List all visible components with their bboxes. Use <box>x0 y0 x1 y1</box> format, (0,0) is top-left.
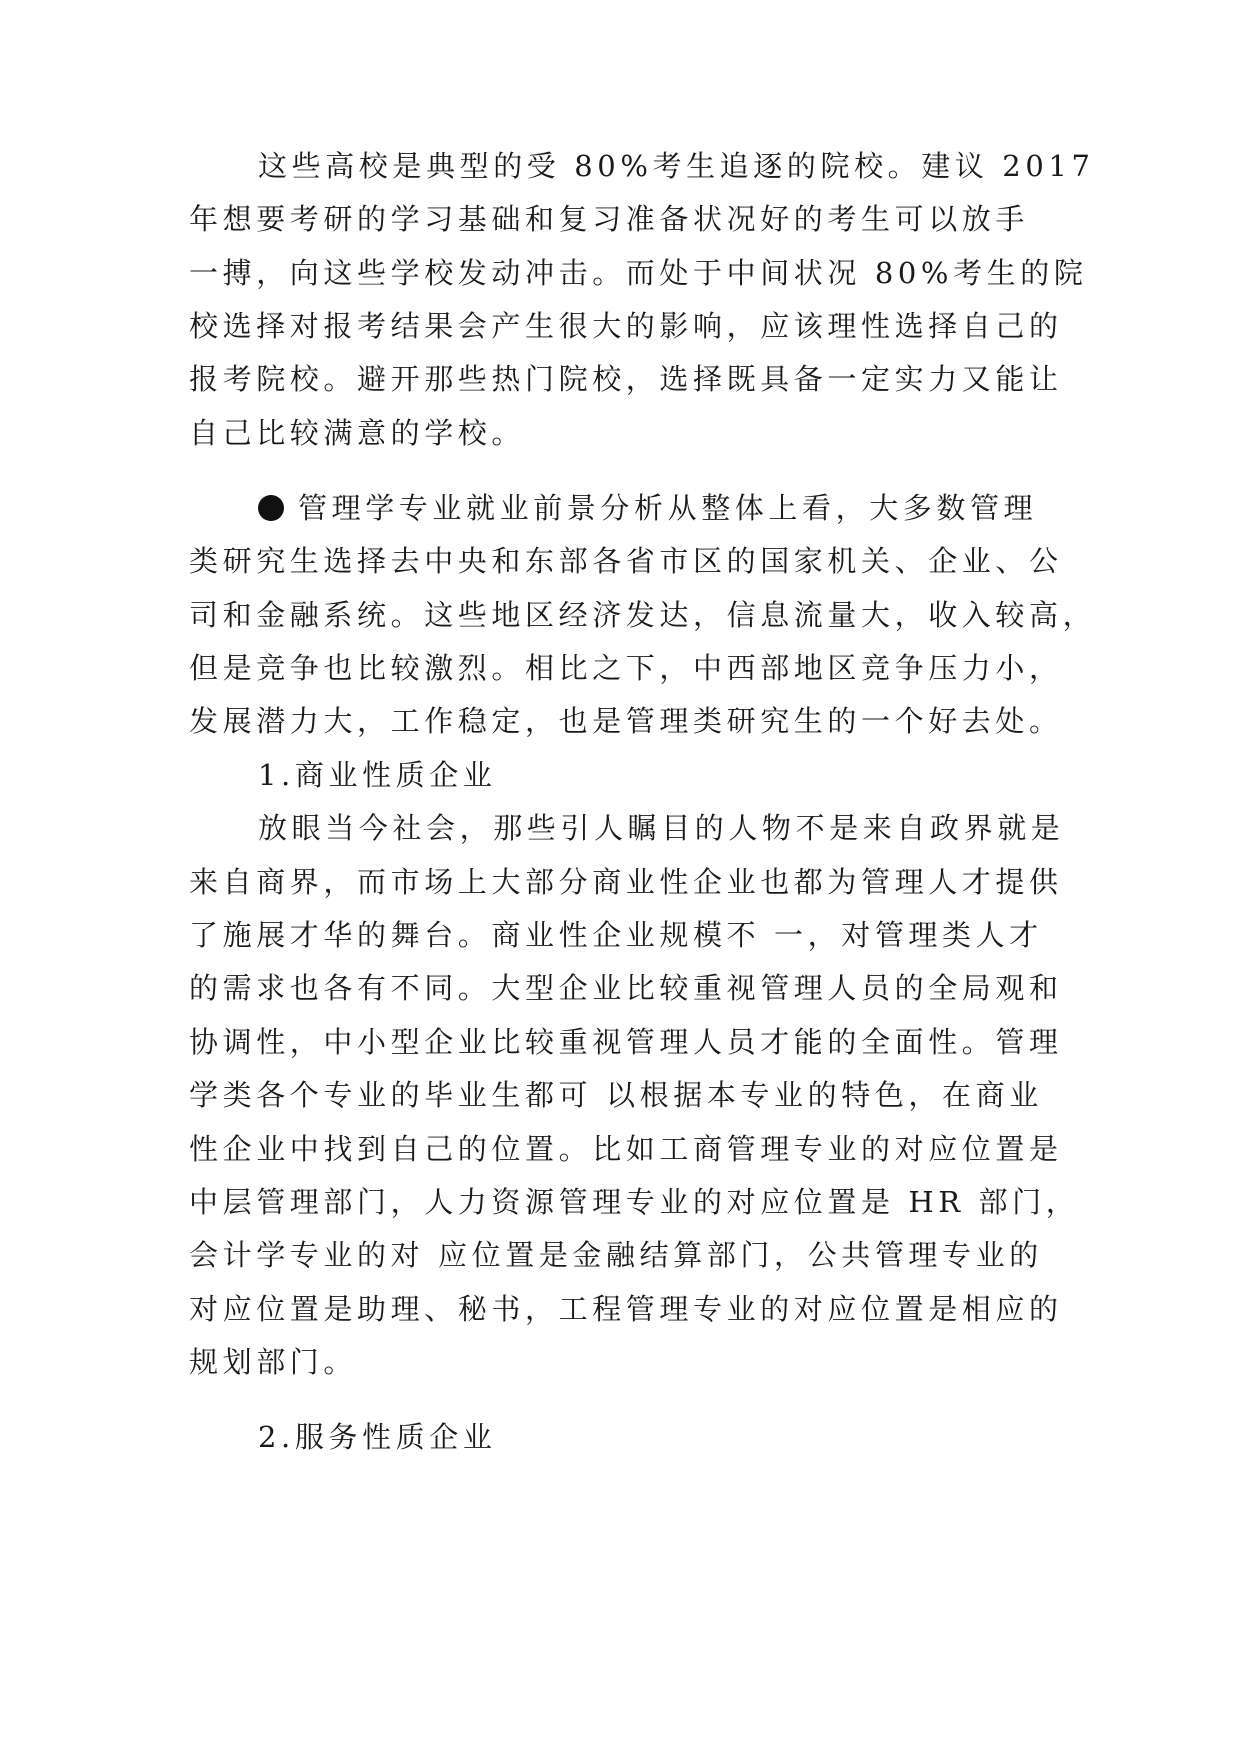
bullet-icon <box>258 495 284 521</box>
paragraph-line: 性企业中找到自己的位置。比如工商管理专业的对应位置是 <box>189 1132 1063 1166</box>
paragraph-line: 协调性，中小型企业比较重视管理人员才能的全面性。管理 <box>189 1025 1063 1059</box>
paragraph-line: 司和金融系统。这些地区经济发达，信息流量大，收入较高， <box>189 598 1097 632</box>
paragraph-line-text: 管理学专业就业前景分析从整体上看，大多数管理 <box>298 491 1038 525</box>
paragraph-line: 学类各个专业的毕业生都可 以根据本专业的特色，在商业 <box>189 1078 1043 1112</box>
section-heading: 2.服务性质企业 <box>258 1420 497 1454</box>
paragraph-line: 报考院校。避开那些热门院校，选择既具备一定实力又能让 <box>189 362 1063 396</box>
paragraph-line: 会计学专业的对 应位置是金融结算部门，公共管理专业的 <box>189 1238 1043 1272</box>
paragraph-line: 校选择对报考结果会产生很大的影响，应该理性选择自己的 <box>189 309 1063 343</box>
paragraph-line: 的需求也各有不同。大型企业比较重视管理人员的全局观和 <box>189 971 1063 1005</box>
paragraph-line: 类研究生选择去中央和东部各省市区的国家机关、企业、公 <box>189 544 1063 578</box>
paragraph-line: 了施展才华的舞台。商业性企业规模不 一，对管理类人才 <box>189 918 1043 952</box>
paragraph-line: 规划部门。 <box>189 1345 358 1379</box>
paragraph-line: 年想要考研的学习基础和复习准备状况好的考生可以放手 <box>189 202 1030 236</box>
bullet-paragraph-first-line <box>258 488 1037 528</box>
paragraph-line: 自己比较满意的学校。 <box>189 416 526 450</box>
paragraph-line: 对应位置是助理、秘书，工程管理专业的对应位置是相应的 <box>189 1292 1063 1326</box>
paragraph-line: 中层管理部门，人力资源管理专业的对应位置是 HR 部门， <box>189 1185 1080 1219</box>
paragraph-line: 发展潜力大，工作稳定，也是管理类研究生的一个好去处。 <box>189 704 1063 738</box>
paragraph-line: 但是竞争也比较激烈。相比之下，中西部地区竞争压力小， <box>189 651 1063 685</box>
paragraph-line: 一搏，向这些学校发动冲击。而处于中间状况 80%考生的院 <box>189 256 1088 290</box>
paragraph-line: 放眼当今社会，那些引人瞩目的人物不是来自政界就是 <box>258 811 1065 845</box>
paragraph-line: 这些高校是典型的受 80%考生追逐的院校。建议 2017 <box>258 149 1095 183</box>
section-heading: 1.商业性质企业 <box>258 758 497 792</box>
paragraph-line: 来自商界，而市场上大部分商业性企业也都为管理人才提供 <box>189 865 1063 899</box>
